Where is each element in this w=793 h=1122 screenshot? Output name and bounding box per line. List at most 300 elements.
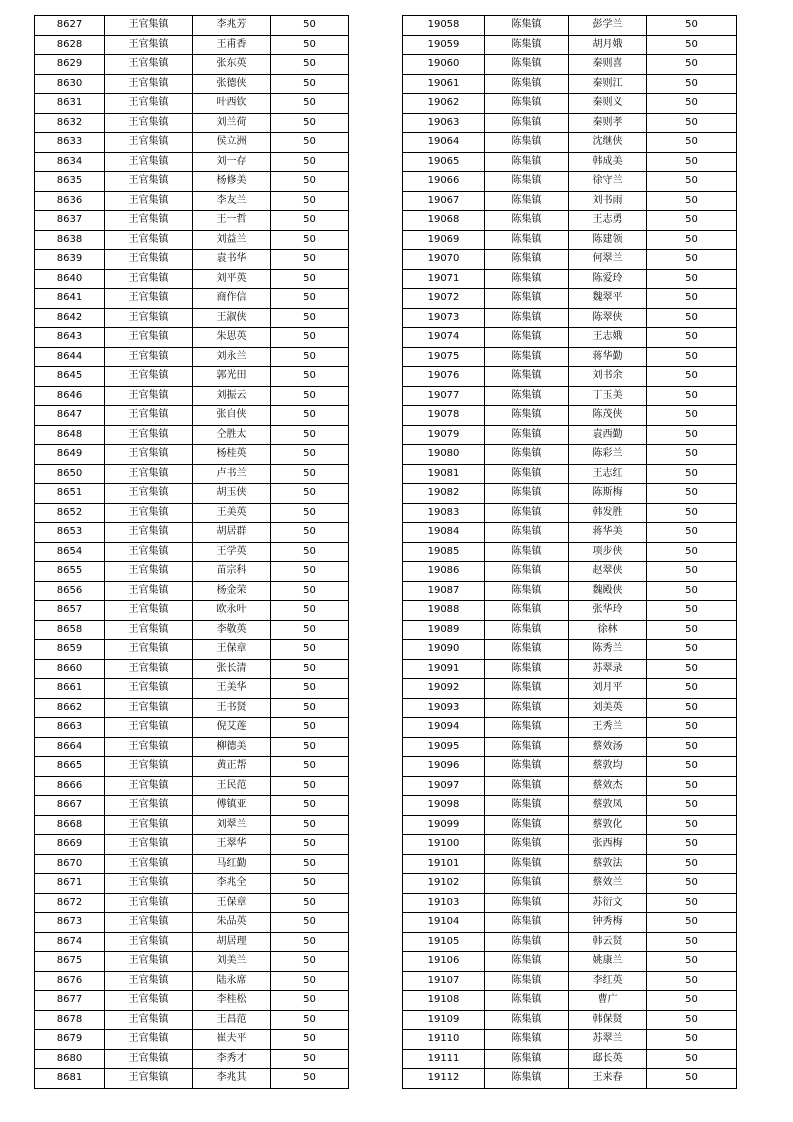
- name-cell: 刘书余: [569, 367, 647, 387]
- name-cell: 刘翠兰: [193, 815, 271, 835]
- serial-number-cell: 19083: [403, 503, 485, 523]
- town-cell: 王官集镇: [105, 503, 193, 523]
- town-cell: 王官集镇: [105, 718, 193, 738]
- town-cell: 王官集镇: [105, 835, 193, 855]
- table-row: [35, 55, 349, 75]
- town-cell: 陈集镇: [485, 152, 569, 172]
- name-cell: 陈爱玲: [569, 269, 647, 289]
- table-row: [35, 835, 349, 855]
- amount-cell: 50: [271, 562, 349, 582]
- serial-number-cell: 8652: [35, 503, 105, 523]
- table-row: [35, 854, 349, 874]
- table-row: [35, 269, 349, 289]
- serial-number-cell: 8671: [35, 874, 105, 894]
- amount-cell: 50: [647, 74, 737, 94]
- table-row: [35, 191, 349, 211]
- town-cell: 王官集镇: [105, 874, 193, 894]
- town-cell: 陈集镇: [485, 815, 569, 835]
- amount-cell: 50: [647, 35, 737, 55]
- name-cell: 王志娥: [569, 328, 647, 348]
- town-cell: 王官集镇: [105, 893, 193, 913]
- town-cell: 王官集镇: [105, 640, 193, 660]
- town-cell: 王官集镇: [105, 776, 193, 796]
- table-row: [403, 347, 737, 367]
- serial-number-cell: 19111: [403, 1049, 485, 1069]
- amount-cell: 50: [271, 289, 349, 309]
- table-row: [35, 74, 349, 94]
- amount-cell: 50: [271, 347, 349, 367]
- amount-cell: 50: [647, 718, 737, 738]
- amount-cell: 50: [271, 854, 349, 874]
- serial-number-cell: 8672: [35, 893, 105, 913]
- town-cell: 王官集镇: [105, 16, 193, 36]
- amount-cell: 50: [647, 835, 737, 855]
- serial-number-cell: 8659: [35, 640, 105, 660]
- amount-cell: 50: [271, 757, 349, 777]
- name-cell: 王美华: [193, 679, 271, 699]
- serial-number-cell: 19068: [403, 211, 485, 231]
- town-cell: 王官集镇: [105, 698, 193, 718]
- table-row: [403, 133, 737, 153]
- name-cell: 沈继侠: [569, 133, 647, 153]
- town-cell: 陈集镇: [485, 776, 569, 796]
- table-row: [403, 893, 737, 913]
- name-cell: 叶西钦: [193, 94, 271, 114]
- table-row: [35, 815, 349, 835]
- amount-cell: 50: [647, 386, 737, 406]
- town-cell: 陈集镇: [485, 1049, 569, 1069]
- table-row: [403, 640, 737, 660]
- amount-cell: 50: [271, 620, 349, 640]
- town-cell: 陈集镇: [485, 386, 569, 406]
- name-cell: 李桂松: [193, 991, 271, 1011]
- serial-number-cell: 8668: [35, 815, 105, 835]
- serial-number-cell: 19080: [403, 445, 485, 465]
- table-row: [403, 445, 737, 465]
- name-cell: 刘一存: [193, 152, 271, 172]
- serial-number-cell: 8662: [35, 698, 105, 718]
- town-cell: 陈集镇: [485, 718, 569, 738]
- name-cell: 王昌范: [193, 1010, 271, 1030]
- amount-cell: 50: [647, 679, 737, 699]
- name-cell: 韩云贤: [569, 932, 647, 952]
- name-cell: 刘美英: [569, 698, 647, 718]
- amount-cell: 50: [271, 230, 349, 250]
- amount-cell: 50: [647, 737, 737, 757]
- table-row: [403, 698, 737, 718]
- amount-cell: 50: [271, 113, 349, 133]
- name-cell: 朱品英: [193, 913, 271, 933]
- name-cell: 张长清: [193, 659, 271, 679]
- name-cell: 姚康兰: [569, 952, 647, 972]
- name-cell: 柳德美: [193, 737, 271, 757]
- amount-cell: 50: [271, 796, 349, 816]
- serial-number-cell: 19065: [403, 152, 485, 172]
- serial-number-cell: 19105: [403, 932, 485, 952]
- amount-cell: 50: [271, 542, 349, 562]
- serial-number-cell: 19067: [403, 191, 485, 211]
- name-cell: 张华玲: [569, 601, 647, 621]
- amount-cell: 50: [647, 172, 737, 192]
- town-cell: 陈集镇: [485, 601, 569, 621]
- amount-cell: 50: [271, 991, 349, 1011]
- table-row: [35, 581, 349, 601]
- name-cell: 曹广: [569, 991, 647, 1011]
- serial-number-cell: 19077: [403, 386, 485, 406]
- name-cell: 朱思英: [193, 328, 271, 348]
- name-cell: 韩发胜: [569, 503, 647, 523]
- table-row: [403, 230, 737, 250]
- town-cell: 王官集镇: [105, 308, 193, 328]
- right-roster-table: [402, 15, 737, 1089]
- amount-cell: 50: [647, 425, 737, 445]
- name-cell: 胡居群: [193, 523, 271, 543]
- town-cell: 陈集镇: [485, 874, 569, 894]
- town-cell: 陈集镇: [485, 289, 569, 309]
- name-cell: 蔡效兰: [569, 874, 647, 894]
- amount-cell: 50: [271, 94, 349, 114]
- amount-cell: 50: [647, 640, 737, 660]
- table-row: [403, 601, 737, 621]
- name-cell: 李敬英: [193, 620, 271, 640]
- name-cell: 秦则江: [569, 74, 647, 94]
- amount-cell: 50: [271, 484, 349, 504]
- amount-cell: 50: [271, 74, 349, 94]
- table-row: [403, 328, 737, 348]
- serial-number-cell: 19093: [403, 698, 485, 718]
- amount-cell: 50: [271, 445, 349, 465]
- name-cell: 秦则义: [569, 94, 647, 114]
- table-row: [403, 679, 737, 699]
- serial-number-cell: 19079: [403, 425, 485, 445]
- serial-number-cell: 8627: [35, 16, 105, 36]
- name-cell: 王民范: [193, 776, 271, 796]
- name-cell: 钟秀梅: [569, 913, 647, 933]
- serial-number-cell: 8653: [35, 523, 105, 543]
- town-cell: 陈集镇: [485, 620, 569, 640]
- amount-cell: 50: [647, 289, 737, 309]
- table-row: [35, 679, 349, 699]
- table-row: [35, 406, 349, 426]
- name-cell: 蔡效杰: [569, 776, 647, 796]
- amount-cell: 50: [647, 523, 737, 543]
- serial-number-cell: 19101: [403, 854, 485, 874]
- town-cell: 陈集镇: [485, 523, 569, 543]
- serial-number-cell: 8654: [35, 542, 105, 562]
- serial-number-cell: 8660: [35, 659, 105, 679]
- serial-number-cell: 19074: [403, 328, 485, 348]
- name-cell: 陈建领: [569, 230, 647, 250]
- name-cell: 邸长英: [569, 1049, 647, 1069]
- town-cell: 陈集镇: [485, 893, 569, 913]
- serial-number-cell: 8656: [35, 581, 105, 601]
- town-cell: 王官集镇: [105, 484, 193, 504]
- amount-cell: 50: [271, 893, 349, 913]
- amount-cell: 50: [647, 328, 737, 348]
- amount-cell: 50: [271, 1030, 349, 1050]
- town-cell: 陈集镇: [485, 172, 569, 192]
- town-cell: 王官集镇: [105, 1030, 193, 1050]
- amount-cell: 50: [647, 601, 737, 621]
- serial-number-cell: 19102: [403, 874, 485, 894]
- table-row: [403, 367, 737, 387]
- town-cell: 王官集镇: [105, 952, 193, 972]
- town-cell: 陈集镇: [485, 562, 569, 582]
- town-cell: 王官集镇: [105, 55, 193, 75]
- amount-cell: 50: [271, 35, 349, 55]
- table-row: [35, 484, 349, 504]
- table-row: [35, 932, 349, 952]
- amount-cell: 50: [647, 152, 737, 172]
- serial-number-cell: 19058: [403, 16, 485, 36]
- town-cell: 王官集镇: [105, 289, 193, 309]
- serial-number-cell: 19099: [403, 815, 485, 835]
- serial-number-cell: 8670: [35, 854, 105, 874]
- amount-cell: 50: [271, 640, 349, 660]
- town-cell: 王官集镇: [105, 464, 193, 484]
- amount-cell: 50: [271, 581, 349, 601]
- amount-cell: 50: [271, 815, 349, 835]
- table-row: [403, 35, 737, 55]
- amount-cell: 50: [271, 425, 349, 445]
- serial-number-cell: 8664: [35, 737, 105, 757]
- serial-number-cell: 19071: [403, 269, 485, 289]
- name-cell: 陈秀兰: [569, 640, 647, 660]
- table-row: [35, 445, 349, 465]
- table-row: [403, 464, 737, 484]
- amount-cell: 50: [271, 971, 349, 991]
- table-row: [35, 152, 349, 172]
- table-row: [403, 1030, 737, 1050]
- serial-number-cell: 8676: [35, 971, 105, 991]
- amount-cell: 50: [647, 1069, 737, 1089]
- left-table-body: [35, 16, 349, 1089]
- serial-number-cell: 19063: [403, 113, 485, 133]
- name-cell: 刘兰荷: [193, 113, 271, 133]
- table-row: [35, 620, 349, 640]
- amount-cell: 50: [271, 503, 349, 523]
- table-row: [35, 913, 349, 933]
- serial-number-cell: 19070: [403, 250, 485, 270]
- town-cell: 陈集镇: [485, 328, 569, 348]
- name-cell: 胡居理: [193, 932, 271, 952]
- serial-number-cell: 8632: [35, 113, 105, 133]
- town-cell: 陈集镇: [485, 1030, 569, 1050]
- name-cell: 李友兰: [193, 191, 271, 211]
- table-row: [35, 796, 349, 816]
- serial-number-cell: 8630: [35, 74, 105, 94]
- table-row: [403, 737, 737, 757]
- table-row: [403, 815, 737, 835]
- serial-number-cell: 19072: [403, 289, 485, 309]
- serial-number-cell: 19081: [403, 464, 485, 484]
- table-row: [35, 659, 349, 679]
- table-row: [403, 854, 737, 874]
- table-row: [403, 113, 737, 133]
- table-row: [35, 211, 349, 231]
- serial-number-cell: 8674: [35, 932, 105, 952]
- town-cell: 王官集镇: [105, 815, 193, 835]
- name-cell: 李兆全: [193, 874, 271, 894]
- name-cell: 李红英: [569, 971, 647, 991]
- amount-cell: 50: [647, 815, 737, 835]
- amount-cell: 50: [647, 952, 737, 972]
- name-cell: 王书贤: [193, 698, 271, 718]
- amount-cell: 50: [647, 55, 737, 75]
- serial-number-cell: 8633: [35, 133, 105, 153]
- table-row: [403, 425, 737, 445]
- table-row: [35, 425, 349, 445]
- serial-number-cell: 19094: [403, 718, 485, 738]
- table-row: [35, 367, 349, 387]
- serial-number-cell: 8667: [35, 796, 105, 816]
- table-row: [35, 737, 349, 757]
- table-row: [403, 74, 737, 94]
- table-row: [403, 776, 737, 796]
- table-row: [35, 1069, 349, 1089]
- name-cell: 商作信: [193, 289, 271, 309]
- table-row: [403, 620, 737, 640]
- serial-number-cell: 19112: [403, 1069, 485, 1089]
- town-cell: 陈集镇: [485, 796, 569, 816]
- table-row: [35, 172, 349, 192]
- amount-cell: 50: [271, 698, 349, 718]
- amount-cell: 50: [271, 679, 349, 699]
- amount-cell: 50: [647, 698, 737, 718]
- town-cell: 陈集镇: [485, 1069, 569, 1089]
- name-cell: 陈彩兰: [569, 445, 647, 465]
- town-cell: 陈集镇: [485, 250, 569, 270]
- town-cell: 陈集镇: [485, 835, 569, 855]
- amount-cell: 50: [647, 406, 737, 426]
- name-cell: 蔡敦凤: [569, 796, 647, 816]
- amount-cell: 50: [271, 913, 349, 933]
- table-row: [403, 952, 737, 972]
- name-cell: 郭光田: [193, 367, 271, 387]
- table-row: [35, 952, 349, 972]
- amount-cell: 50: [647, 113, 737, 133]
- serial-number-cell: 19108: [403, 991, 485, 1011]
- town-cell: 陈集镇: [485, 952, 569, 972]
- serial-number-cell: 8638: [35, 230, 105, 250]
- serial-number-cell: 19061: [403, 74, 485, 94]
- table-row: [35, 971, 349, 991]
- table-row: [403, 484, 737, 504]
- amount-cell: 50: [647, 367, 737, 387]
- amount-cell: 50: [271, 932, 349, 952]
- town-cell: 王官集镇: [105, 133, 193, 153]
- name-cell: 蔡敦化: [569, 815, 647, 835]
- town-cell: 王官集镇: [105, 659, 193, 679]
- name-cell: 仝胜太: [193, 425, 271, 445]
- name-cell: 陆永席: [193, 971, 271, 991]
- amount-cell: 50: [271, 718, 349, 738]
- name-cell: 张自侠: [193, 406, 271, 426]
- town-cell: 王官集镇: [105, 796, 193, 816]
- table-row: [35, 640, 349, 660]
- serial-number-cell: 8665: [35, 757, 105, 777]
- town-cell: 陈集镇: [485, 230, 569, 250]
- town-cell: 王官集镇: [105, 991, 193, 1011]
- serial-number-cell: 19095: [403, 737, 485, 757]
- serial-number-cell: 8658: [35, 620, 105, 640]
- name-cell: 蔡敦法: [569, 854, 647, 874]
- serial-number-cell: 19069: [403, 230, 485, 250]
- town-cell: 王官集镇: [105, 94, 193, 114]
- amount-cell: 50: [647, 347, 737, 367]
- table-row: [403, 94, 737, 114]
- name-cell: 马红勤: [193, 854, 271, 874]
- name-cell: 张德侠: [193, 74, 271, 94]
- serial-number-cell: 8641: [35, 289, 105, 309]
- amount-cell: 50: [271, 659, 349, 679]
- amount-cell: 50: [271, 16, 349, 36]
- town-cell: 王官集镇: [105, 152, 193, 172]
- serial-number-cell: 8669: [35, 835, 105, 855]
- amount-cell: 50: [271, 1049, 349, 1069]
- amount-cell: 50: [271, 1069, 349, 1089]
- table-row: [35, 328, 349, 348]
- table-row: [35, 503, 349, 523]
- serial-number-cell: 8645: [35, 367, 105, 387]
- name-cell: 蔡效汤: [569, 737, 647, 757]
- table-row: [403, 874, 737, 894]
- serial-number-cell: 8644: [35, 347, 105, 367]
- table-row: [35, 562, 349, 582]
- table-row: [403, 406, 737, 426]
- amount-cell: 50: [647, 250, 737, 270]
- town-cell: 王官集镇: [105, 386, 193, 406]
- serial-number-cell: 8666: [35, 776, 105, 796]
- town-cell: 王官集镇: [105, 601, 193, 621]
- serial-number-cell: 8649: [35, 445, 105, 465]
- town-cell: 王官集镇: [105, 230, 193, 250]
- town-cell: 王官集镇: [105, 854, 193, 874]
- table-row: [403, 289, 737, 309]
- table-row: [35, 289, 349, 309]
- left-roster-table: [34, 15, 349, 1089]
- table-row: [35, 523, 349, 543]
- town-cell: 陈集镇: [485, 464, 569, 484]
- amount-cell: 50: [271, 55, 349, 75]
- table-row: [403, 523, 737, 543]
- right-table-body: [403, 16, 737, 1089]
- name-cell: 徐守兰: [569, 172, 647, 192]
- table-row: [403, 250, 737, 270]
- town-cell: 王官集镇: [105, 523, 193, 543]
- town-cell: 王官集镇: [105, 542, 193, 562]
- name-cell: 刘书雨: [569, 191, 647, 211]
- table-row: [35, 250, 349, 270]
- serial-number-cell: 19110: [403, 1030, 485, 1050]
- town-cell: 王官集镇: [105, 250, 193, 270]
- serial-number-cell: 19066: [403, 172, 485, 192]
- name-cell: 杨修美: [193, 172, 271, 192]
- table-row: [35, 874, 349, 894]
- table-row: [403, 269, 737, 289]
- table-row: [403, 1049, 737, 1069]
- town-cell: 王官集镇: [105, 35, 193, 55]
- table-row: [403, 191, 737, 211]
- town-cell: 陈集镇: [485, 679, 569, 699]
- town-cell: 陈集镇: [485, 211, 569, 231]
- serial-number-cell: 19092: [403, 679, 485, 699]
- name-cell: 刘美兰: [193, 952, 271, 972]
- name-cell: 杨桂英: [193, 445, 271, 465]
- amount-cell: 50: [647, 581, 737, 601]
- table-row: [35, 113, 349, 133]
- town-cell: 陈集镇: [485, 367, 569, 387]
